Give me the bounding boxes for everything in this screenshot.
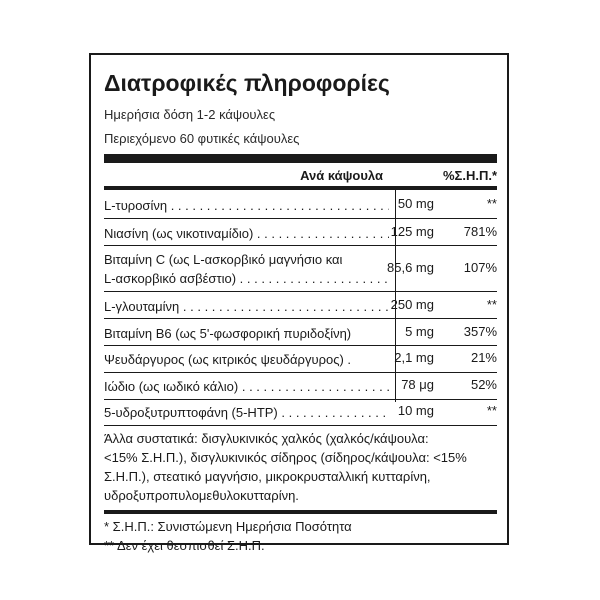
nutrient-name: Νιασίνη (ως νικοτιναμίδιο) . . . bbox=[104, 224, 389, 243]
column-header-pct: %Σ.Η.Π.* bbox=[442, 168, 497, 183]
row-divider bbox=[104, 318, 497, 319]
nutrient-name-line-1: Βιταμίνη C (ως L-ασκορβικό μαγνήσιο και bbox=[104, 252, 343, 267]
nutrient-pct: ** bbox=[486, 403, 497, 418]
row-divider bbox=[104, 399, 497, 400]
nutrient-amount: 85,6 mg bbox=[387, 260, 434, 275]
nutrient-amount: 125 mg bbox=[390, 224, 434, 239]
panel-title: Διατροφικές πληροφορίες bbox=[104, 70, 390, 96]
other-ingredients bbox=[104, 429, 497, 505]
content-count-text: Περιεχόμενο 60 φυτικές κάψουλες bbox=[104, 131, 300, 146]
footnote-rdi: * Σ.Η.Π.: Συνιστώμενη Ημερήσια Ποσότητα bbox=[104, 519, 352, 534]
other-ingredients-line: Άλλα συστατικά: δισγλυκινικός χαλκός (χαλκός/κάψουλα: bbox=[104, 431, 429, 446]
nutrient-name-line-2: L-ασκορβικό ασβέστιο) . . . bbox=[104, 269, 389, 288]
thick-divider-top bbox=[104, 154, 497, 163]
nutrient-amount: 78 μg bbox=[401, 377, 434, 392]
nutrient-pct: 52% bbox=[470, 377, 497, 392]
nutrient-name: L-γλουταμίνη . . . bbox=[104, 297, 389, 316]
row-divider bbox=[104, 372, 497, 373]
nutrient-pct: 357% bbox=[463, 324, 497, 339]
thick-divider-header bbox=[104, 186, 497, 190]
nutrient-pct: 21% bbox=[470, 350, 497, 365]
daily-dose-text: Ημερήσια δόση 1-2 κάψουλες bbox=[104, 107, 276, 122]
nutrient-name: Βιταμίνη B6 (ως 5'-φωσφορική πυριδοξίνη) bbox=[104, 326, 352, 341]
nutrient-amount: 2,1 mg bbox=[394, 350, 434, 365]
nutrient-pct: ** bbox=[486, 196, 497, 211]
row-divider bbox=[104, 245, 497, 246]
other-ingredients-line: υδροξυπροπυλομεθυλοκυτταρίνη. bbox=[104, 488, 299, 503]
column-divider bbox=[395, 190, 396, 402]
row-divider bbox=[104, 345, 497, 346]
other-ingredients-line: Σ.Η.Π.), στεατικό μαγνήσιο, μικροκρυσταλλική κυτταρίνη, bbox=[104, 469, 431, 484]
nutrient-pct: 107% bbox=[463, 260, 497, 275]
footnote-not-established: ** Δεν έχει θεσπισθεί Σ.Η.Π. bbox=[104, 538, 265, 553]
nutrient-name: Ιώδιο (ως ιωδικό κάλιο) . . . bbox=[104, 377, 389, 396]
row-divider bbox=[104, 425, 497, 426]
nutrient-pct: ** bbox=[486, 297, 497, 312]
nutrient-amount: 10 mg bbox=[397, 403, 434, 418]
nutrient-pct: 781% bbox=[463, 224, 497, 239]
thick-divider-bottom bbox=[104, 510, 497, 514]
nutrient-name: Ψευδάργυρος (ως κιτρικός ψευδάργυρος) . bbox=[104, 352, 352, 367]
nutrient-name: L-τυροσίνη . . . bbox=[104, 196, 389, 215]
nutrient-amount: 50 mg bbox=[397, 196, 434, 211]
nutrient-amount: 250 mg bbox=[390, 297, 434, 312]
other-ingredients-line: <15% Σ.Η.Π.), δισγλυκινικός σίδηρος (σίδηρος/κάψουλα: <15% bbox=[104, 450, 467, 465]
nutrient-name: 5-υδροξυτρυπτοφάνη (5-HTP) . . . bbox=[104, 403, 389, 422]
nutrient-amount: 5 mg bbox=[405, 324, 434, 339]
nutrition-facts-panel bbox=[89, 53, 509, 553]
row-divider bbox=[104, 218, 497, 219]
row-divider bbox=[104, 291, 497, 292]
column-header-amount: Ανά κάψουλα bbox=[300, 168, 383, 183]
